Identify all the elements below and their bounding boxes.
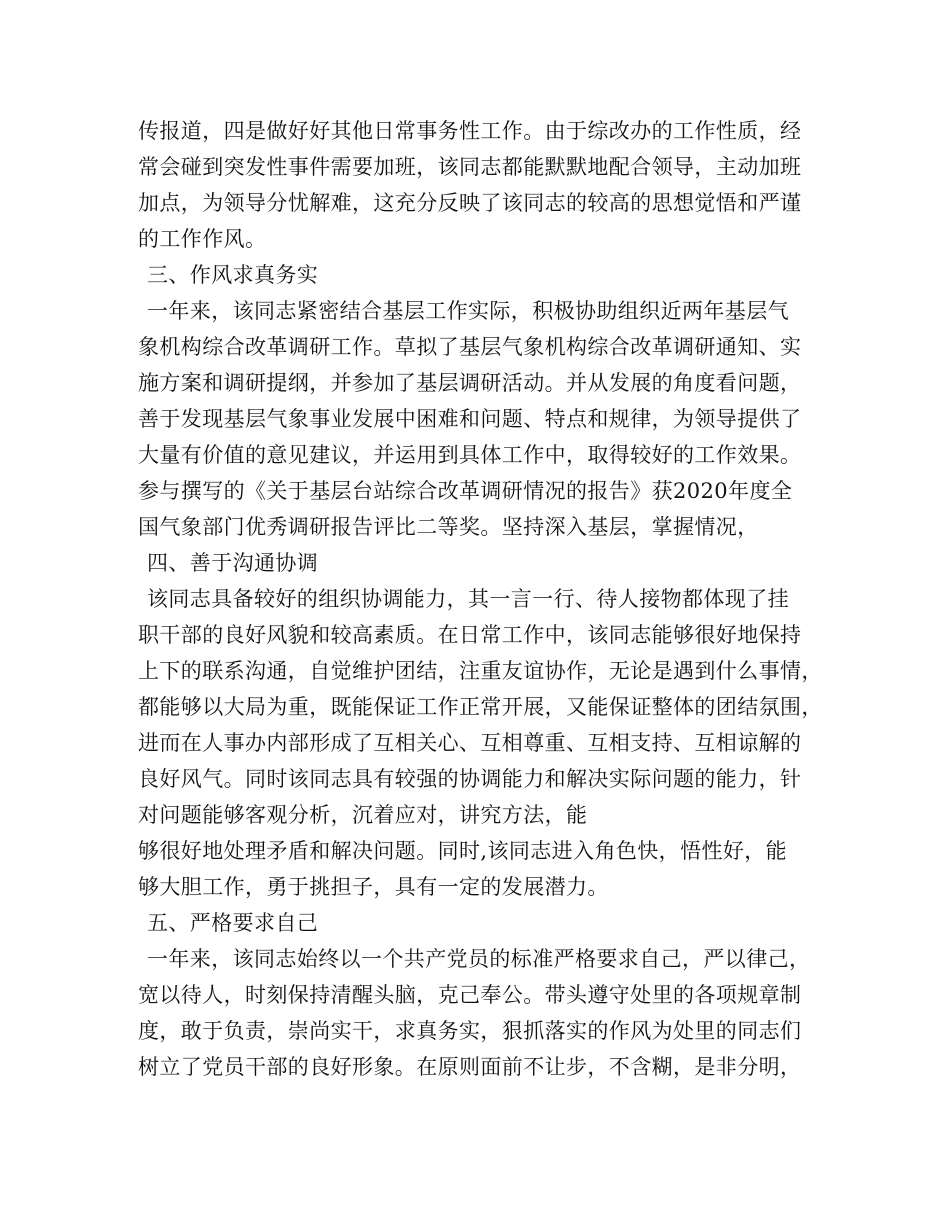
text-line: 传报道，四是做好好其他日常事务性工作。由于综改办的工作性质，经	[138, 119, 802, 143]
text-line: 象机构综合改革调研工作。草拟了基层气象机构综合改革调研通知、实	[138, 335, 802, 359]
text-line: 的工作作风。	[138, 227, 267, 251]
text-line: 一年来，该同志紧密结合基层工作实际，积极协助组织近两年基层气	[147, 299, 789, 323]
text-line: 宽以待人，时刻保持清醒头脑，克己奉公。带头遵守处里的各项规章制	[138, 983, 802, 1007]
text-line: 进而在人事办内部形成了互相关心、互相尊重、互相支持、互相谅解的	[138, 731, 802, 755]
text-line: 树立了党员干部的良好形象。在原则面前不让步，不含糊，是非分明，	[138, 1055, 802, 1079]
text-line: 对问题能够客观分析，沉着应对，讲究方法，能	[138, 803, 588, 827]
section-heading: 五、严格要求自己	[147, 911, 319, 935]
text-line: 该同志具备较好的组织协调能力，其一言一行、待人接物都体现了挂	[147, 587, 789, 611]
text-line: 良好风气。同时该同志具有较强的协调能力和解决实际问题的能力，针	[138, 767, 802, 791]
text-line: 善于发现基层气象事业发展中困难和问题、特点和规律，为领导提供了	[138, 407, 802, 431]
text-line: 参与撰写的《关于基层台站综合改革调研情况的报告》获2020年度全	[138, 479, 793, 503]
text-line: 职干部的良好风貌和较高素质。在日常工作中，该同志能够很好地保持	[138, 623, 802, 647]
text-line: 加点，为领导分忧解难，这充分反映了该同志的较高的思想觉悟和严谨	[138, 191, 802, 215]
text-line: 都能够以大局为重，既能保证工作正常开展，又能保证整体的团结氛围，	[138, 695, 823, 719]
section-heading: 四、善于沟通协调	[147, 551, 319, 575]
text-line: 上下的联系沟通，自觉维护团结，注重友谊协作，无论是遇到什么事情，	[138, 659, 823, 683]
text-line: 够很好地处理矛盾和解决问题。同时,该同志进入角色快，悟性好，能	[138, 839, 788, 863]
text-line: 够大胆工作，勇于挑担子，具有一定的发展潜力。	[138, 875, 609, 899]
text-line: 常会碰到突发性事件需要加班，该同志都能默默地配合领导，主动加班	[138, 155, 802, 179]
text-line: 度，敢于负责，崇尚实干，求真务实，狠抓落实的作风为处里的同志们	[138, 1019, 802, 1043]
text-line: 施方案和调研提纲，并参加了基层调研活动。并从发展的角度看问题，	[138, 371, 802, 395]
text-line: 大量有价值的意见建议，并运用到具体工作中，取得较好的工作效果。	[138, 443, 802, 467]
text-line: 国气象部门优秀调研报告评比二等奖。坚持深入基层，掌握情况，	[138, 515, 759, 539]
text-line: 一年来，该同志始终以一个共产党员的标准严格要求自己，严以律己，	[147, 947, 811, 971]
section-heading: 三、作风求真务实	[147, 263, 319, 287]
